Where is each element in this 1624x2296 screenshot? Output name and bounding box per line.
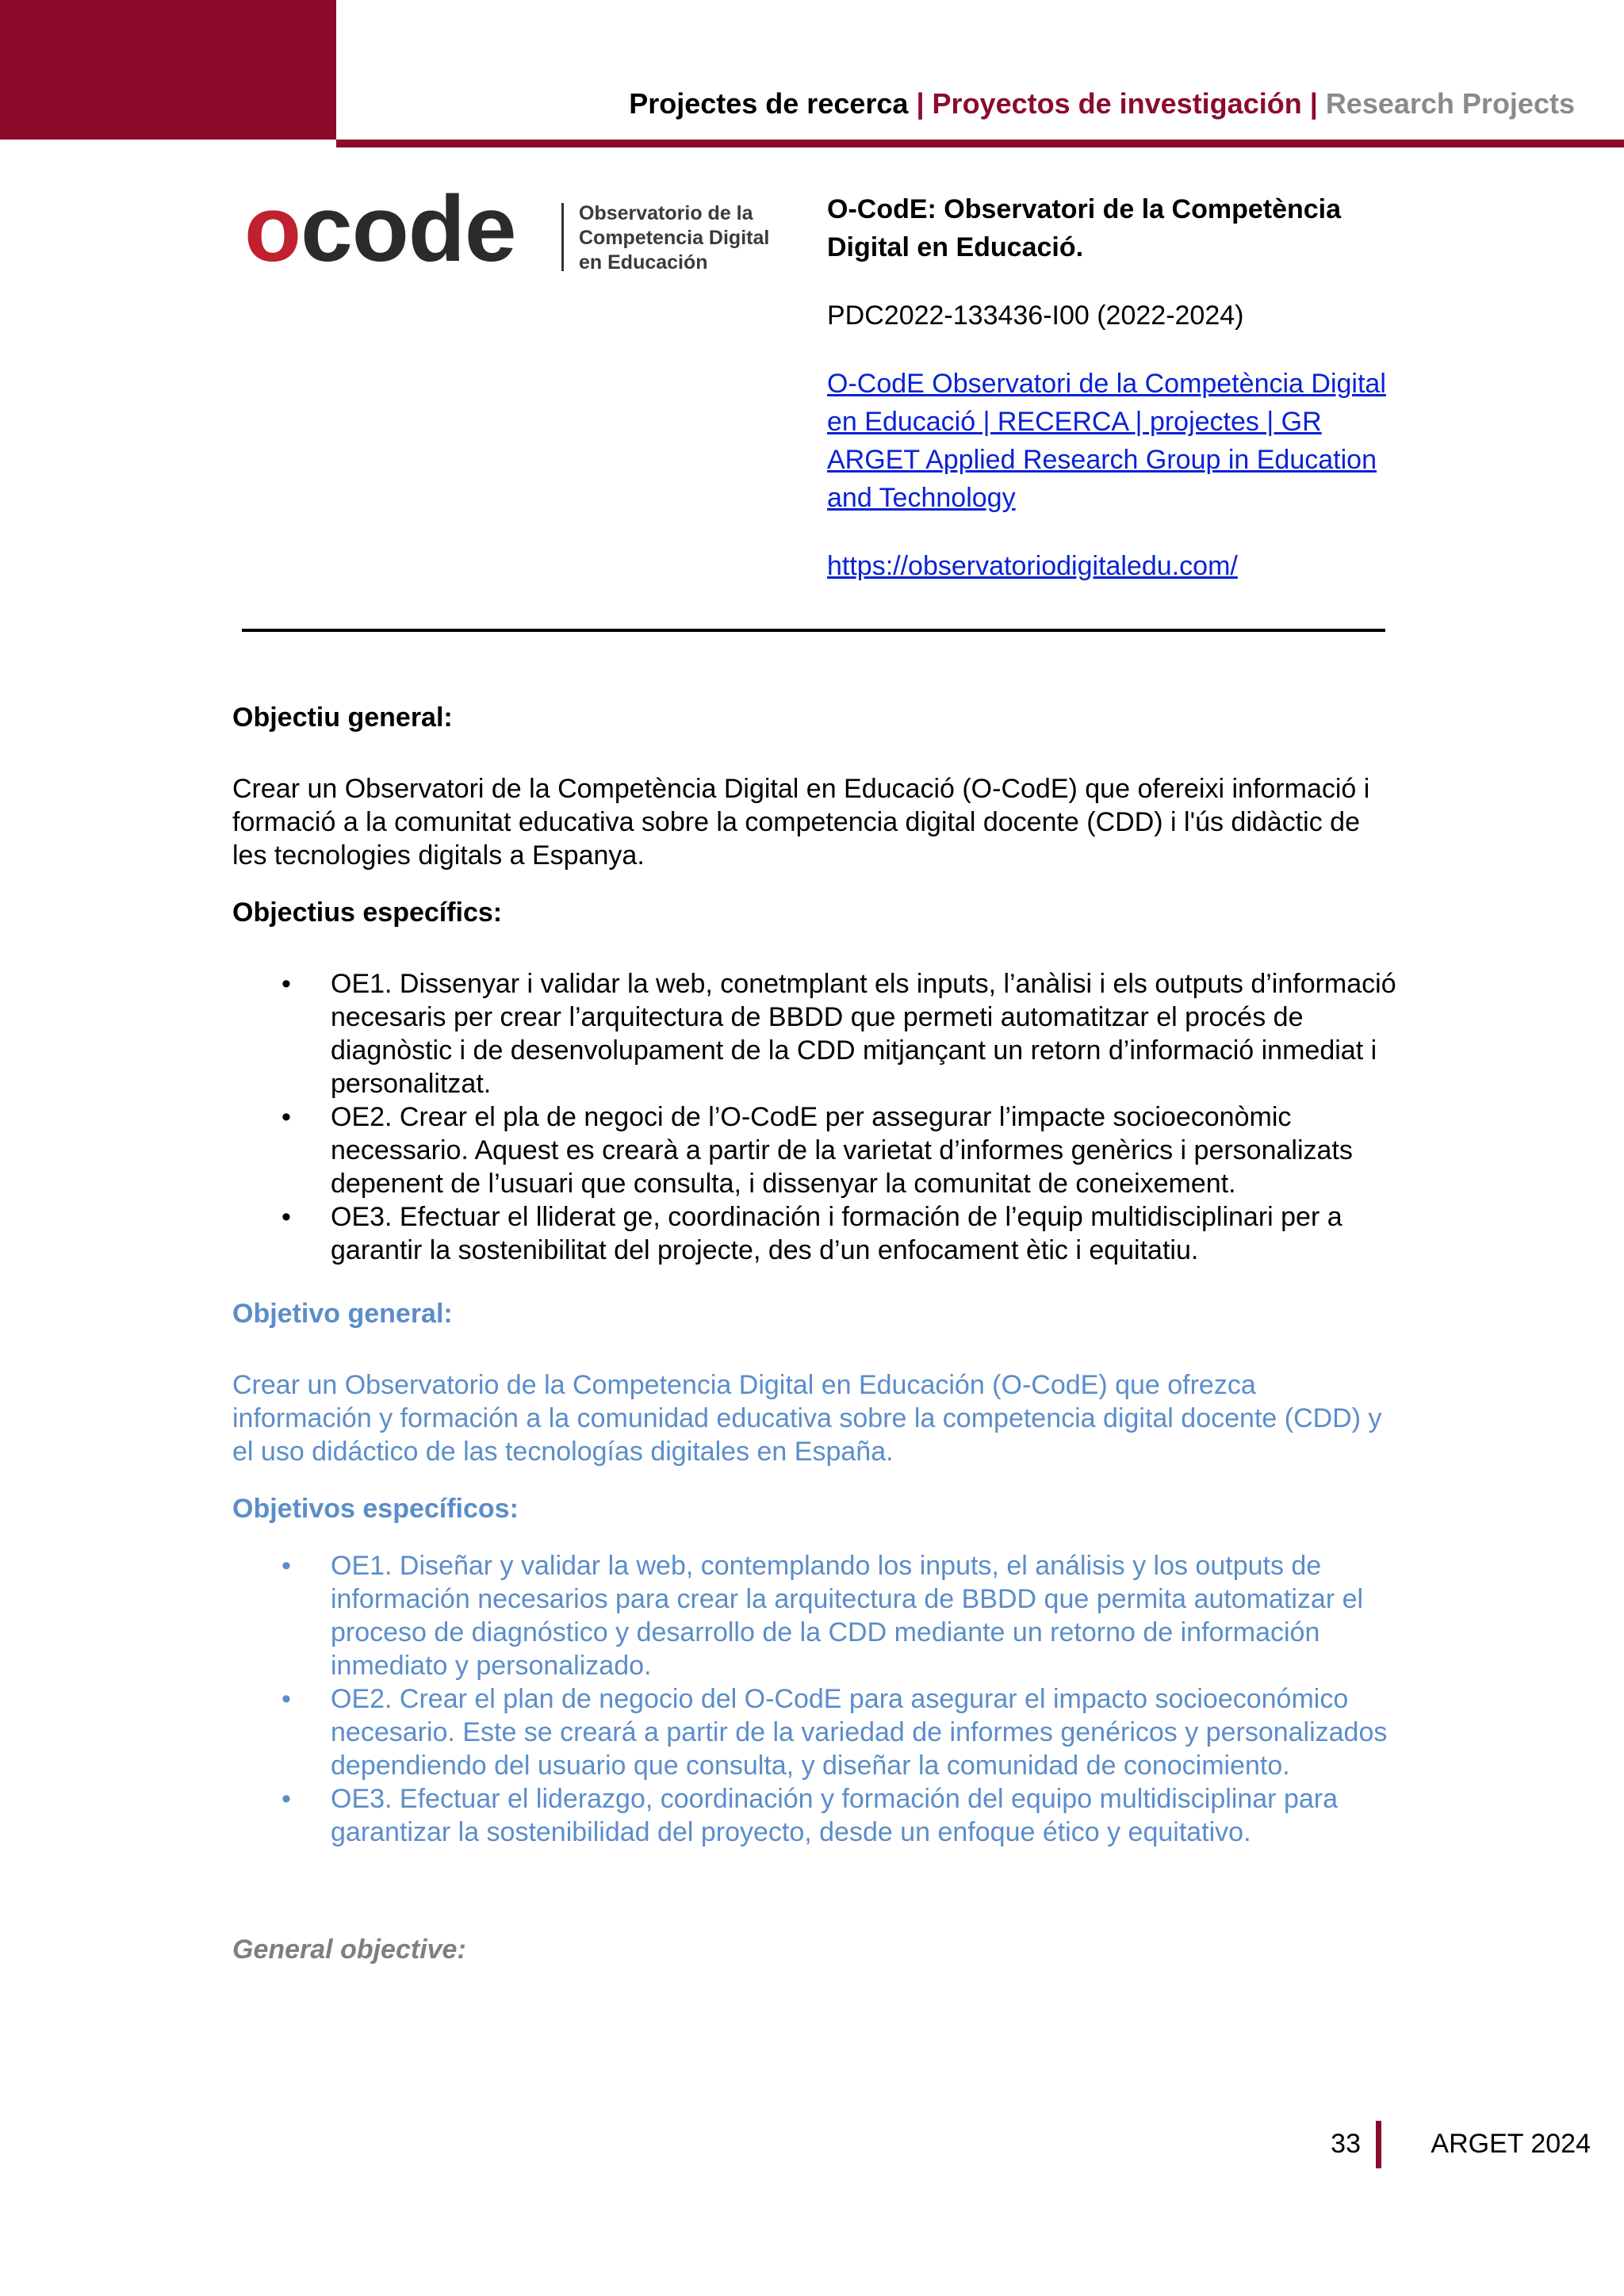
general-objective-text: Crear un Observatorio de la Competencia Digital en Educación (O-CodE) que ofrezca información y formación a la comunidad educativa sobre la competencia digital docente (CDD) y el uso didáctico de las tecnologías digitales en España.	[232, 1370, 1382, 1467]
logo-wordmark-rest: code	[301, 177, 516, 281]
list-item: • OE1. Dissenyar i validar la web, conetmplant els inputs, l’anàlisi i els outputs d’informació necesaris per crear l’arquitectura de BBDD que permeti automatitzar el procés de diagnòstic i de desenvolupament de la CDD mitjançant un retorn d’informació inmediat i personalitzat.	[331, 967, 1398, 1100]
header-rule	[336, 140, 1624, 147]
logo-tagline	[579, 201, 769, 275]
header-title-en: Research Projects	[1325, 87, 1575, 120]
general-objective-heading: General objective:	[232, 1934, 466, 1965]
spanish-section	[232, 1297, 1398, 1849]
main-content	[232, 701, 1398, 1966]
page-number: 33	[1331, 2129, 1361, 2159]
english-section	[232, 1933, 1398, 1966]
header-separator: |	[1309, 87, 1318, 120]
specific-objectives-list	[232, 967, 1398, 1267]
logo-wordmark	[244, 177, 516, 281]
footer-label: ARGET 2024	[1431, 2129, 1591, 2159]
list-item: • OE2. Crear el pla de negoci de l’O-CodE per assegurar l’impacte socioeconòmic necessario. Aquest es crearà a partir de la varietat d’informes genèrics i personalizats depenent de l’usuari que consulta, i dissenyar la comunitat de coneixement.	[331, 1100, 1398, 1200]
list-item: • OE3. Efectuar el liderazgo, coordinación y formación del equipo multidisciplinar para garantizar la sostenibilidad del proyecto, desde un enfoque ético y equitativo.	[331, 1782, 1398, 1849]
page-header-title	[629, 87, 1575, 121]
logo-tagline-line: Observatorio de la	[579, 202, 753, 224]
logo-tagline-line: en Educación	[579, 251, 708, 274]
project-title: O-CodE: Observatori de la Competència Digital en Educació.	[827, 194, 1342, 262]
general-objective-heading: Objetivo general:	[232, 1299, 453, 1329]
project-page-link[interactable]: O-CodE Observatori de la Competència Digital en Educació | RECERCA | projectes | GR ARGET Applied Research Group in Education and Technology	[827, 369, 1386, 513]
project-code: PDC2022-133436-I00 (2022-2024)	[827, 300, 1244, 331]
specific-objectives-list	[232, 1549, 1398, 1849]
specific-objectives-heading: Objetivos específicos:	[232, 1494, 519, 1524]
ocode-logo	[244, 177, 799, 281]
header-title-es: Proyectos de investigación	[932, 87, 1302, 120]
logo-wordmark-accent: o	[244, 177, 301, 281]
project-info	[827, 190, 1398, 585]
list-item: • OE1. Diseñar y validar la web, contemplando los inputs, el análisis y los outputs de información necesarios para crear la arquitectura de BBDD que permita automatizar el proceso de diagnóstico y desarrollo de la CDD mediante un retorno de información inmediato y personalizado.	[331, 1549, 1398, 1682]
project-website-link[interactable]: https://observatoriodigitaledu.com/	[827, 551, 1238, 581]
catalan-section	[232, 701, 1398, 1267]
logo-tagline-line: Competencia Digital	[579, 227, 770, 249]
footer-bar	[1376, 2121, 1381, 2168]
section-divider	[242, 629, 1385, 632]
logo-divider	[561, 203, 564, 271]
header-title-ca: Projectes de recerca	[629, 87, 909, 120]
general-objective-text: Crear un Observatori de la Competència Digital en Educació (O-CodE) que ofereixi informació i formació a la comunitat educativa sobre la competencia digital docente (CDD) i l'ús didàctic de les tecnologies digitals a Espanya.	[232, 774, 1370, 871]
list-item: • OE3. Efectuar el lliderat ge, coordinación i formación de l’equip multidisciplinari per a garantir la sostenibilitat del projecte, des d’un enfocament ètic i equitatiu.	[331, 1200, 1398, 1267]
header-corner-block	[0, 0, 336, 140]
specific-objectives-heading: Objectius específics:	[232, 897, 503, 928]
general-objective-heading: Objectiu general:	[232, 702, 453, 733]
list-item: • OE2. Crear el plan de negocio del O-CodE para asegurar el impacto socioeconómico necesario. Este se creará a partir de la variedad de informes genéricos y personalizados dependiendo del usuario que consulta, y diseñar la comunidad de conocimiento.	[331, 1682, 1398, 1782]
header-separator: |	[916, 87, 925, 120]
